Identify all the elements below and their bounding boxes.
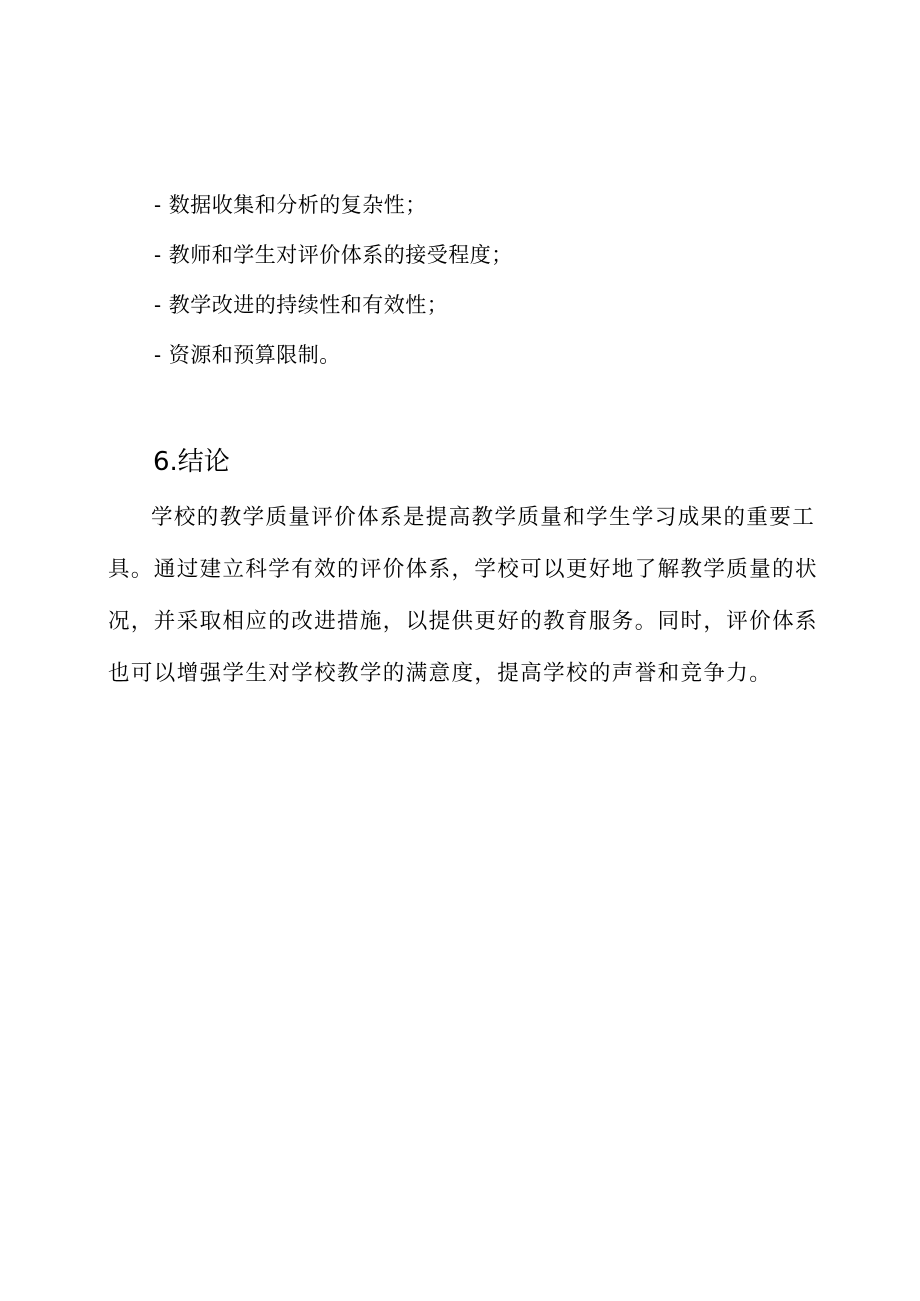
challenge-list <box>154 180 854 380</box>
section-heading: 6.结论 <box>153 447 230 477</box>
list-item: - 教师和学生对评价体系的接受程度； <box>154 243 513 267</box>
list-item: - 资源和预算限制。 <box>154 343 341 367</box>
list-item: - 教学改进的持续性和有效性； <box>154 293 449 317</box>
conclusion-paragraph: 学校的教学质量评价体系是提高教学质量和学生学习成果的重要工具。通过建立科学有效的评价体系，学校可以更好地了解教学质量的状况，并采取相应的改进措施，以提供更好的教育服务。同时，评价体系也可以增强学生对学校教学的满意度，提高学校的声誉和竞争力。 <box>108 505 818 686</box>
list-item: - 数据收集和分析的复杂性； <box>154 193 427 217</box>
